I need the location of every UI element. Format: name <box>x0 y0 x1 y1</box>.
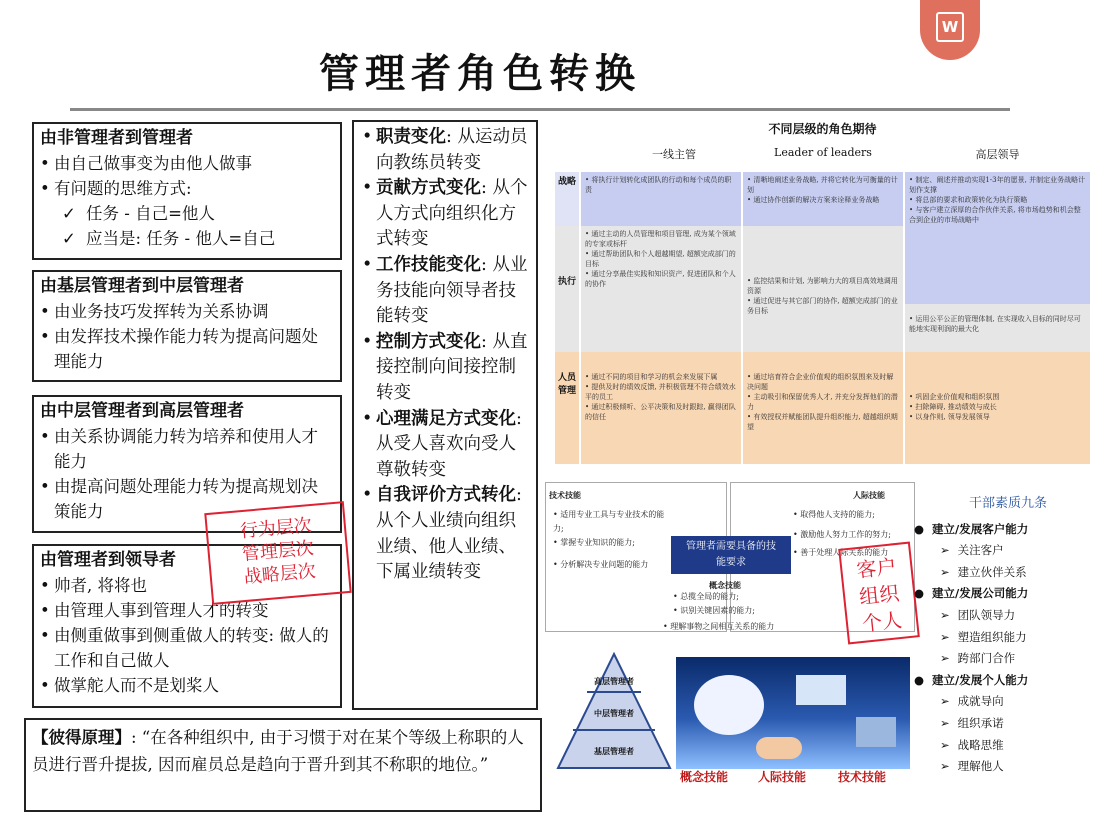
quality-item: ➢ 关注客户 <box>918 540 1098 562</box>
role-change-item: • 工作技能变化: 从业务技能向领导者技能转变 <box>362 253 528 330</box>
stamp-line: 管理层次 <box>241 537 315 566</box>
management-pyramid <box>556 652 672 770</box>
table-cell: • 监控结果和计划, 为影响力大的项目高效地调用资源 • 通过促进与其它部门的协作, 超额完成部门的业务目标 <box>743 226 903 352</box>
stamp-line: 战略层次 <box>243 560 317 589</box>
role-expectation-table <box>555 120 1090 470</box>
quality-item: ➢ 成就导向 <box>918 691 1098 713</box>
box4-heading: 由管理者到领导者 <box>40 550 176 570</box>
role-change-item: • 职责变化: 从运动员向教练员转变 <box>362 125 528 176</box>
box1-check: ✓ 任务 - 自己=他人 <box>40 201 334 226</box>
row-label: 人员管理 <box>555 352 579 464</box>
box2-heading: 由基层管理者到中层管理者 <box>40 276 244 296</box>
peter-principle-text: : “在各种组织中, 由于习惯于对在某个等级上称职的人员进行晋升提拔, 因而雇员总是趋向于晋升到其不称职的地位。” <box>32 728 524 774</box>
people-skill-item: • 取得他人支持的能力; <box>793 510 875 519</box>
box3-item: • 由关系协调能力转为培养和使用人才能力 <box>40 424 334 474</box>
tech-skill-item: • 掌握专业知识的能力; <box>553 538 635 547</box>
quality-item: ➢ 组织承诺 <box>918 713 1098 735</box>
quality-item: ➢ 塑造组织能力 <box>918 627 1098 649</box>
box4-item: • 由侧重做事到侧重做人的转变: 做人的工作和自己做人 <box>40 623 334 673</box>
role-change-item: • 控制方式变化: 从直接控制向间接控制转变 <box>362 330 528 407</box>
stamp-line: 行为层次 <box>239 514 313 543</box>
title-divider <box>70 108 1010 111</box>
quality-item: ➢ 跨部门合作 <box>918 648 1098 670</box>
quality-group: ● 建立/发展客户能力 <box>918 519 1098 541</box>
skills-center-box: 管理者需要具备的技能要求 <box>671 536 791 574</box>
table-cell: • 巩固企业价值观和组织氛围 • 扫除障碍, 推动绩效与成长 • 以身作则, 领导发展领导 <box>905 352 1090 464</box>
cadre-qualities-title: 干部素质九条 <box>968 496 1047 511</box>
stamp-line: 个人 <box>860 607 904 636</box>
workstation-image <box>856 717 896 747</box>
peter-principle-label: 【彼得原理】 <box>32 728 131 747</box>
box4-item: • 做掌舵人而不是划桨人 <box>40 673 334 698</box>
tech-skill-item: • 分析解决专业问题的能力 <box>553 560 649 569</box>
concept-skill-item: • 理解事物之间相互关系的能力 <box>663 622 775 631</box>
quality-group: ● 建立/发展公司能力 <box>918 583 1098 605</box>
tech-skills-title: 技术技能 <box>549 490 581 500</box>
people-skill-item: • 善于处理人际关系的能力 <box>793 548 889 557</box>
pyramid-level-label: 基层管理者 <box>594 746 634 756</box>
role-change-item: • 自我评价方式转化: 从个人业绩向组织业绩、他人业绩、下属业绩转变 <box>362 483 528 585</box>
quality-item: ➢ 建立伙伴关系 <box>918 562 1098 584</box>
quality-item: ➢ 战略思维 <box>918 735 1098 757</box>
peter-principle-box <box>24 718 542 812</box>
stamp-levels <box>204 501 351 605</box>
table-cell: • 将执行计划转化成团队的行动和每个成员的职责 <box>581 172 741 226</box>
table-cell: • 运用公平公正的管理体制, 在实现收入目标的同时尽可能地实现利润的最大化 <box>905 304 1090 352</box>
box4-item: • 帅者, 将将也 <box>40 573 334 598</box>
table-title: 不同层级的角色期待 <box>768 122 877 136</box>
stamp-line: 组织 <box>858 580 901 610</box>
skills-illustration <box>676 657 910 769</box>
tech-skill-item: • 适用专业工具与专业技术的能力; <box>553 510 665 533</box>
role-change-list <box>352 120 538 710</box>
page-title: 管理者角色转换 <box>319 50 641 97</box>
handshake-image <box>756 737 802 759</box>
concept-skill-item: • 总揽全局的能力; <box>673 592 739 601</box>
concept-skill-item: • 识别关键因素的能力; <box>673 606 755 615</box>
pyramid-level-label: 中层管理者 <box>594 708 634 718</box>
table-cell: • 通过主动的人员管理和项目管理, 成为某个领域的专家或标杆 • 通过帮助团队和个人超越期望, 超额完成部门的目标 • 通过分享最佳实践和知识资产, 促进团队和个人的协作 <box>581 226 741 352</box>
pyramid-level-label: 高层管理者 <box>594 676 634 686</box>
box-non-manager-to-manager <box>32 122 342 260</box>
row-label: 执行 <box>555 226 579 352</box>
table-cell: • 清晰地阐述业务战略, 并将它转化为可衡量的计划 • 通过协作创新的解决方案来诠释业务战略 <box>743 172 903 226</box>
table-cell: • 通过培育符合企业价值观的组织氛围来及时解决问题 • 主动吸引和保留优秀人才, 并充分发挥他们的潜力 • 有效授权并赋能团队提升组织能力, 超越组织期望 <box>743 352 903 464</box>
cadre-qualities-list <box>918 493 1098 778</box>
column-header: 高层领导 <box>975 148 1020 161</box>
table-cell: • 制定、阐述并推动实现1-3年的愿景, 并制定业务战略计划作支撑 • 将总部的要求和政策转化为执行策略 • 与客户建立深厚的合作伙伴关系, 将市场趋势和机会整合到企业的市场战略中 <box>905 172 1090 304</box>
box2-item: • 由发挥技术操作能力转为提高问题处理能力 <box>40 324 334 374</box>
word-doc-icon: W <box>936 12 964 42</box>
quality-item: ➢ 理解他人 <box>918 756 1098 778</box>
box4-item: • 由管理人事到管理人才的转变 <box>40 598 334 623</box>
thought-bubble <box>694 675 764 735</box>
column-header: 一线主管 <box>652 148 696 161</box>
stamp-customer-org-person <box>838 541 920 644</box>
row-label: 战略 <box>555 172 579 226</box>
box1-heading: 由非管理者到管理者 <box>40 128 193 148</box>
box1-check: ✓ 应当是: 任务 - 他人=自己 <box>40 226 334 251</box>
skill-label: 技术技能 <box>838 770 887 784</box>
stamp-line: 客户 <box>855 554 898 583</box>
presentation-image <box>796 675 846 705</box>
box-basic-to-middle <box>32 270 342 382</box>
box1-item: • 由自己做事变为由他人做事 <box>40 151 334 176</box>
box3-heading: 由中层管理者到高层管理者 <box>40 401 244 421</box>
column-header: Leader of leaders <box>774 146 872 159</box>
skill-label: 概念技能 <box>680 770 729 784</box>
box2-item: • 由业务技巧发挥转为关系协调 <box>40 299 334 324</box>
table-cell: • 通过不同的项目和学习的机会来发展下属 • 提供及时的绩效反馈, 并积极管理不符合绩效水平的员工 • 通过积极倾听、公平决策和及时跟踪, 赢得团队的信任 <box>581 352 741 464</box>
concept-skills-title: 概念技能 <box>709 580 741 590</box>
role-change-item: • 心理满足方式变化: 从受人喜欢向受人尊敬转变 <box>362 407 528 484</box>
role-change-item: • 贡献方式变化: 从个人方式向组织化方式转变 <box>362 176 528 253</box>
people-skills-title: 人际技能 <box>853 490 885 500</box>
quality-group: ● 建立/发展个人能力 <box>918 670 1098 692</box>
people-skill-item: • 激励他人努力工作的努力; <box>793 530 891 539</box>
skill-label: 人际技能 <box>758 770 807 784</box>
quality-item: ➢ 团队领导力 <box>918 605 1098 627</box>
box3-item: • 由提高问题处理能力转为提高规划决策能力 <box>40 474 334 524</box>
box1-item: • 有问题的思维方式: <box>40 176 334 201</box>
